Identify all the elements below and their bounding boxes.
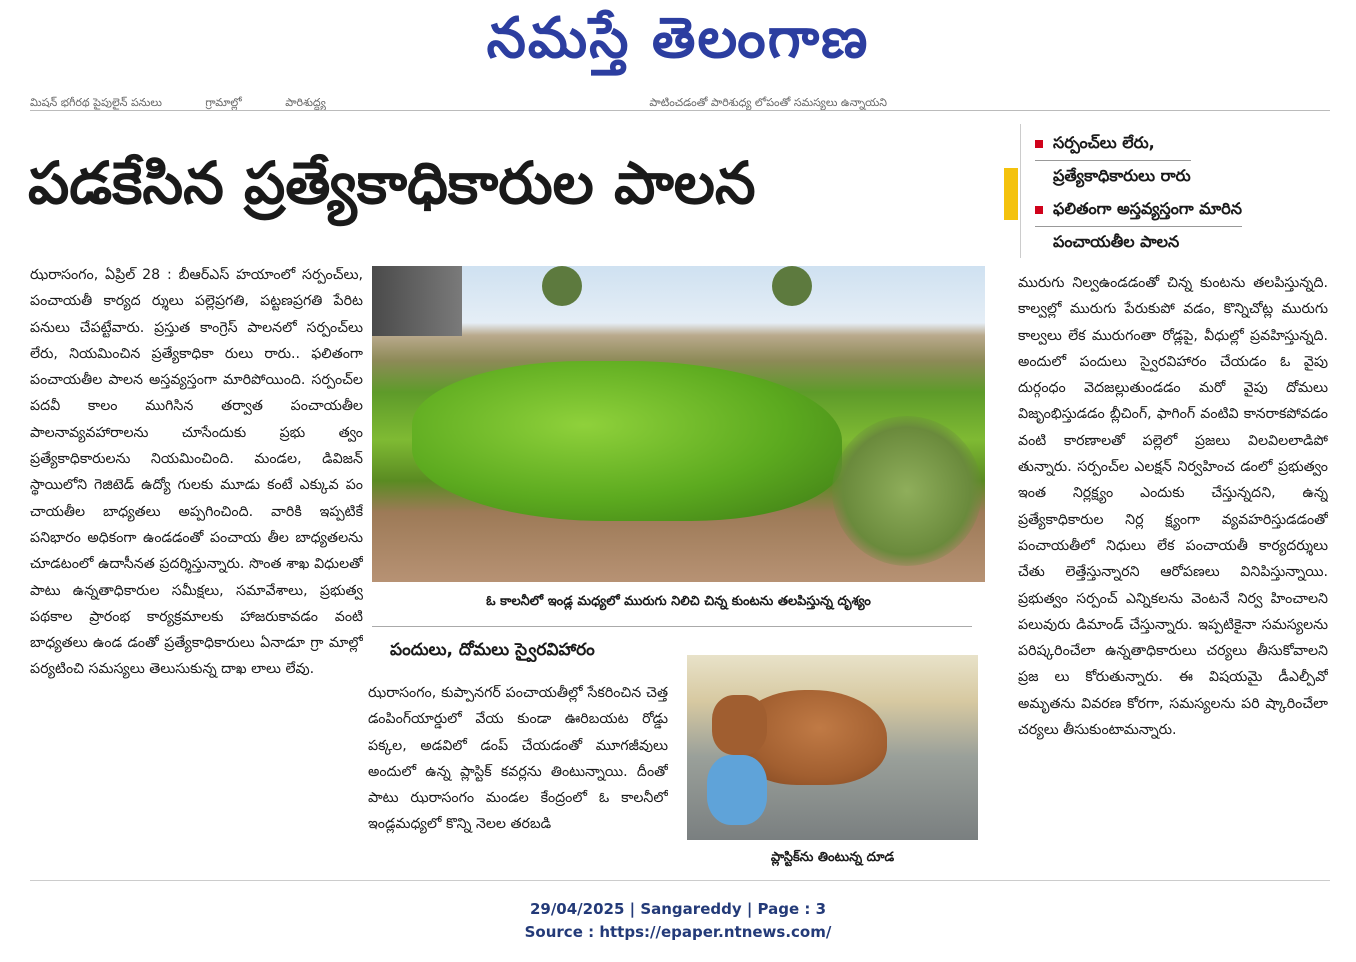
- red-square-bullet-icon: [1035, 140, 1043, 148]
- bush-shape: [832, 416, 982, 566]
- highlight-line: ప్రత్యేకాధికారులు రారు: [1035, 160, 1191, 191]
- masthead-logo: నమస్తే తెలంగాణ: [486, 6, 870, 71]
- plastic-bag-shape: [707, 755, 767, 825]
- photo1-caption: ఓ కాలనీలో ఇండ్ల మధ్యలో మురుగు నిలిచి చిన్న కుంటను తలపిస్తున్న దృశ్యం: [486, 594, 871, 609]
- top-strip-fragment: మిషన్ భగీరథ పైపులైన్ పనులు: [30, 96, 162, 109]
- article-column-2: [368, 680, 668, 860]
- highlight-item: [1035, 194, 1242, 257]
- photo2-caption: ప్లాస్టిక్‌ను తింటున్న దూడ: [770, 850, 895, 865]
- clipped-top-strip: [30, 96, 1330, 111]
- tree-shape: [542, 266, 582, 306]
- sewage-pond-photo: [372, 266, 985, 582]
- highlight-line: ఫలితంగా అస్తవ్యస్తంగా మారిన: [1053, 199, 1242, 218]
- headline-accent-bar: [1004, 168, 1018, 220]
- top-strip-fragment: పాటించడంతో పారిశుధ్య లోపంతో సమస్యలు ఉన్నాయని: [649, 96, 888, 109]
- article-text: ఝరాసంగం, కుప్పానగర్ పంచాయతీల్లో సేకరించిన చెత్త డంపింగ్‌యార్డులో వేయ కుండా ఊరిబయట రోడ్డు పక్కల, అడవిలో డంప్ చేయడంతో మూగజీవులు అందులో ఉన్న ప్లాస్టిక్ కవర్లను తింటున్నాయి. దీంతో పాటు ఝరాసంగం మండల కేంద్రంలో ఓ కాలనీలో ఇండ్లమధ్యలో కొన్ని నెలల తరబడి: [368, 685, 668, 833]
- highlight-line: పంచాయతీల పాలన: [1035, 226, 1242, 257]
- highlight-item: [1035, 128, 1191, 191]
- footer-source: Source : https://epaper.ntnews.com/: [524, 923, 832, 941]
- divider: [30, 880, 1330, 881]
- section-subhead: పందులు, దోమలు స్వైరవిహారం: [390, 640, 595, 660]
- divider: [372, 626, 972, 627]
- top-strip-fragment: గ్రామాల్లో: [205, 96, 242, 109]
- article-column-3: [1018, 270, 1328, 870]
- tree-shape: [772, 266, 812, 306]
- calf-eating-plastic-photo: [687, 655, 978, 840]
- article-text: మురుగు నిల్వఉండడంతో చిన్న కుంటను తలపిస్తున్నది. కాల్వల్లో మురుగు పేరుకుపో వడం, కొన్నిచోట్ల మురుగు కాల్వలు లేక మురుగంతా రోడ్లపై, వీధుల్లో ప్రవహిస్తున్నది. అందులో పందులు స్వైరవిహారం చేయడం ఓ వైపు దుర్గంధం వెదజల్లుతుండడం మరో వైపు దోమలు విజృంభిస్తుడడం బ్లీచింగ్, ఫాగింగ్ వంటివి కానరాకపోవడం వంటి కారణాలతో పల్లెలో ప్రజలు విలవిలలాడిపో తున్నారు. సర్పంచ్‌ల ఎలక్షన్ నిర్వహించ డంలో ప్రభుత్వం ఇంత నిర్లక్ష్యం ఎందుకు చేస్తున్నదని, ఉన్న ప్రత్యేకాధికారుల నిర్ల క్ష్యంగా వ్యవహరిస్తుడడంతో పంచాయతీలో నిధులు లేక పంచాయతీ కార్యదర్శులు చేతు లెత్తేస్తున్నారని ఆరోపణలు వినిపిస్తున్నాయి. ప్రభుత్వం సర్పంచ్ ఎన్నికలను వెంటనే నిర్వ హించాలని పలువురు డిమాండ్ చేస్తున్నారు. ఇప్పటికైనా సమస్యలను పరిష్కరించేలా ఉన్నతాధికారులు చర్యలు తీసుకోవాలని ప్రజ లు కోరుతున్నారు. ఈ విషయమై డీఎల్పీవో అమృతను వివరణ కోరగా, సమస్యలను పరి ష్కారించేలా చర్యలు తీసుకుంటామన్నారు.: [1018, 275, 1328, 739]
- top-strip-fragment: పారిశుద్ధ్య: [285, 96, 326, 109]
- footer-date-edition: 29/04/2025 | Sangareddy | Page : 3: [529, 900, 827, 918]
- red-square-bullet-icon: [1035, 206, 1043, 214]
- article-headline: పడకేసిన ప్రత్యేకాధికారుల పాలన: [28, 149, 756, 217]
- highlight-line: సర్పంచ్‌లు లేరు,: [1053, 133, 1155, 152]
- article-column-1: [30, 262, 363, 862]
- article-text: ఝరాసంగం, ఏప్రిల్ 28 : బీఆర్‌ఎస్ హయాంలో సర్పంచ్‌లు, పంచాయతీ కార్యద ర్శులు పల్లెప్రగతి, పట్టణప్రగతి పేరిట పనులు చేపట్టేవారు. ప్రస్తుత కాంగ్రెస్ పాలనలో సర్పంచ్‌లు లేరు, నియమించిన ప్రత్యేకాధికా రులు రారు.. ఫలితంగా పంచాయతీల పాలన అస్తవ్యస్తంగా మారిపోయింది. సర్పంచ్‌ల పదవీ కాలం ముగిసిన తర్వాత పంచాయతీల పాలనావ్యవహారాలను చూసేందుకు ప్రభు త్వం ప్రత్యేకాధికారులను నియమించింది. మండల, డివిజన్ స్థాయిలోని గెజిటెడ్ ఉద్యో గులకు మూడు కంటే ఎక్కువ పం చాయతీల బాధ్యతలు అప్పగించింది. వారికి ఇప్పటికే పనిభారం అధికంగా ఉండడంతో పంచాయ తీల బాధ్యతలను చూడటంలో ఉదాసీనత ప్రదర్శిస్తున్నారు. సొంత శాఖ విధులతో పాటు ఉన్నతాధికారుల సమీక్షలు, సమావేశాలు, ప్రభుత్వ పథకాల ప్రారంభ కార్యక్రమాలకు హాజరుకావడం వంటి బాధ్యతలు ఉండ డంతో ప్రత్యేకాధికారులు ఏనాడూ గ్రా మాల్లో పర్యటించి సమస్యలు తెలుసుకున్న దాఖ లాలు లేవు.: [30, 267, 363, 678]
- highlights-box: [1020, 124, 1333, 258]
- green-water-shape: [412, 361, 842, 521]
- truck-shape: [372, 266, 462, 336]
- calf-head-shape: [712, 695, 767, 755]
